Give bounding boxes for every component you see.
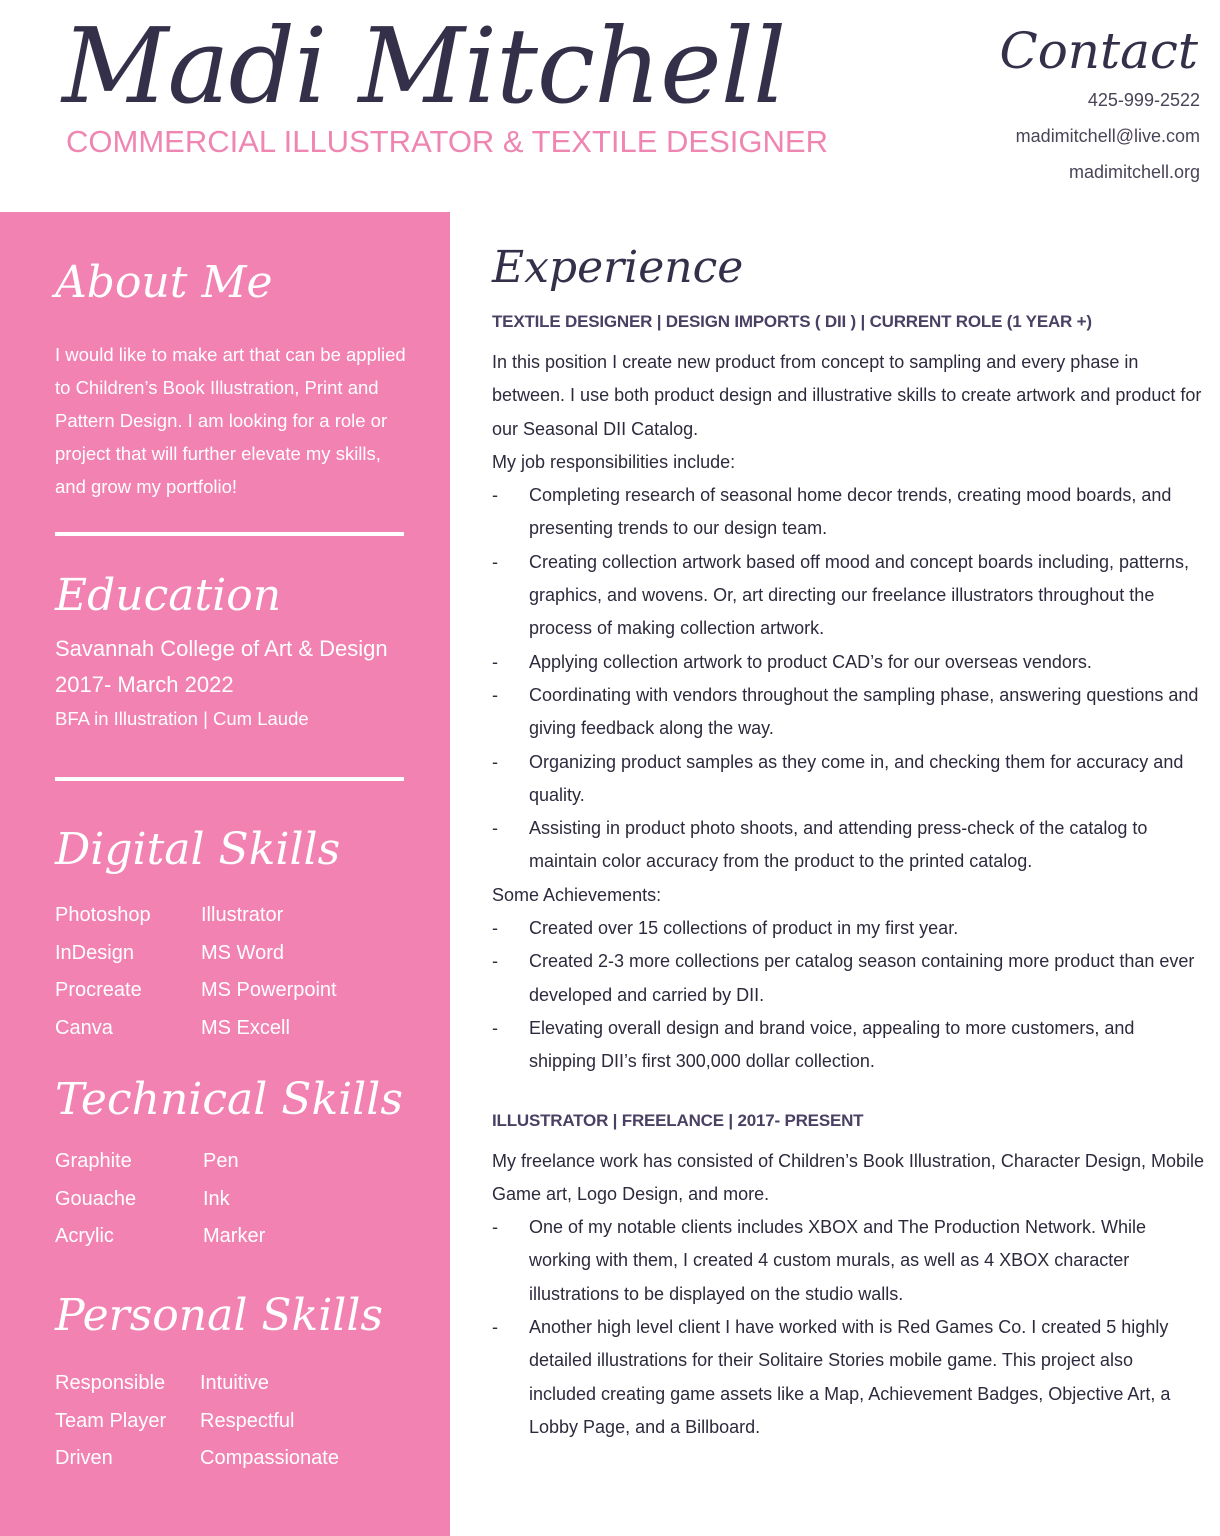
about-text: I would like to make art that can be applied to Children’s Book Illustration, Print and Pattern Design. I am looking for a role or project that will further elevate my skills, and grow my portfolio!	[55, 344, 406, 497]
job-subtitle: COMMERCIAL ILLUSTRATOR & TEXTILE DESIGNER	[66, 124, 828, 159]
skill-item: MS Excell	[201, 1016, 290, 1039]
skill-item: Acrylic	[55, 1225, 114, 1247]
bullet-dash: -	[492, 951, 498, 972]
skill-item: MS Powerpoint	[201, 979, 337, 1001]
responsibilities-label: My job responsibilities include:	[492, 451, 736, 472]
education-school: Savannah College of Art & Design	[55, 636, 388, 661]
freelance-list	[492, 1211, 1204, 1444]
bullet-text: Creating collection artwork based off mood and concept boards including, patterns, graphics, and wovens. Or, art directing our freelance illustrators throughout the process of making collection artwork.	[529, 551, 1190, 639]
skill-item: Marker	[203, 1225, 266, 1247]
skill-item: Ink	[203, 1187, 230, 1210]
bullet-item	[492, 812, 1204, 879]
bullet-item	[492, 1012, 1204, 1079]
sidebar	[0, 212, 450, 1536]
divider	[55, 777, 404, 781]
bullet-text: Coordinating with vendors throughout the sampling phase, answering questions and giving feedback along the way.	[529, 684, 1199, 739]
job-intro: In this position I create new product from concept to sampling and every phase in between. I use both product design and illustrative skills to create artwork and product for our Seasonal DII Catalog.	[492, 352, 1202, 439]
bullet-dash: -	[492, 684, 498, 705]
education-degree: BFA in Illustration | Cum Laude	[55, 708, 309, 729]
skill-item: Illustrator	[201, 904, 284, 926]
bullet-item	[492, 746, 1204, 813]
bullet-text: Assisting in product photo shoots, and attending press-check of the catalog to maintain color accuracy from the product to the printed catalog.	[529, 818, 1148, 872]
skill-item: Driven	[55, 1447, 113, 1469]
skill-item: Gouache	[55, 1187, 137, 1210]
personal-skills-heading: Personal Skills	[55, 1290, 384, 1341]
about-heading: About Me	[55, 257, 273, 308]
bullet-dash: -	[492, 1317, 498, 1338]
digital-skills-heading: Digital Skills	[55, 824, 341, 875]
bullet-dash: -	[492, 651, 498, 672]
job-entry	[492, 1111, 1204, 1445]
bullet-item	[492, 679, 1204, 746]
bullet-text: Another high level client I have worked with is Red Games Co. I created 5 highly detailed illustrations for their Solitaire Stories mobile game. This project also included creating game assets like a Map, Achievement Badges, Objective Art, a Lobby Page, and a Billboard.	[529, 1317, 1171, 1437]
bullet-dash: -	[492, 818, 498, 839]
bullet-dash: -	[492, 918, 498, 939]
bullet-item	[492, 646, 1204, 679]
skill-item: Team Player	[55, 1409, 167, 1432]
education-heading: Education	[55, 570, 282, 621]
bullet-dash: -	[492, 485, 498, 506]
skill-item: Procreate	[55, 979, 142, 1001]
skill-item: Graphite	[55, 1150, 132, 1172]
experience-section	[492, 242, 1204, 1444]
bullet-item	[492, 546, 1204, 646]
name-heading: Madi Mitchell	[62, 5, 786, 127]
divider	[55, 532, 404, 536]
bullet-text: Applying collection artwork to product CAD’s for our overseas vendors.	[529, 651, 1092, 672]
education-dates: 2017- March 2022	[55, 672, 234, 697]
job-entry	[492, 312, 1204, 1079]
bullet-dash: -	[492, 551, 498, 572]
job-title: TEXTILE DESIGNER | DESIGN IMPORTS ( DII ) | CURRENT ROLE (1 YEAR +)	[492, 312, 1092, 331]
bullet-text: Elevating overall design and brand voice, appealing to more customers, and shipping DII’s first 300,000 dollar collection.	[529, 1017, 1135, 1072]
job-title: ILLUSTRATOR | FREELANCE | 2017- PRESENT	[492, 1110, 864, 1130]
bullet-item	[492, 912, 1204, 945]
skill-item: Respectful	[200, 1409, 295, 1432]
skill-item: MS Word	[201, 941, 284, 964]
contact-phone: 425-999-2522	[1087, 90, 1200, 110]
contact-heading: Contact	[999, 22, 1198, 80]
responsibilities-list	[492, 479, 1204, 879]
job-intro: My freelance work has consisted of Children’s Book Illustration, Character Design, Mobile Game art, Logo Design, and more.	[492, 1150, 1204, 1204]
contact-email[interactable]: madimitchell@live.com	[1015, 126, 1200, 146]
achievements-label: Some Achievements:	[492, 884, 662, 905]
skill-item: Canva	[55, 1016, 113, 1039]
skill-item: Intuitive	[200, 1372, 269, 1394]
bullet-dash: -	[492, 751, 498, 772]
bullet-text: Organizing product samples as they come in, and checking them for accuracy and quality.	[529, 751, 1184, 805]
bullet-text: One of my notable clients includes XBOX and The Production Network. While working with them, I created 4 custom murals, as well as 4 XBOX character illustrations to be displayed on the studio walls.	[529, 1217, 1146, 1304]
bullet-dash: -	[492, 1017, 498, 1038]
technical-skills-heading: Technical Skills	[55, 1074, 403, 1125]
bullet-item	[492, 1311, 1204, 1444]
bullet-item	[492, 1211, 1204, 1311]
bullet-item	[492, 945, 1204, 1012]
skill-item: Photoshop	[55, 904, 151, 926]
skill-item: Responsible	[55, 1372, 166, 1394]
bullet-item	[492, 479, 1204, 546]
contact-website[interactable]: madimitchell.org	[1068, 162, 1200, 182]
achievements-list	[492, 912, 1204, 1078]
experience-heading: Experience	[492, 242, 744, 293]
skill-item: Pen	[203, 1150, 239, 1172]
bullet-text: Created over 15 collections of product in my first year.	[529, 918, 959, 939]
bullet-text: Completing research of seasonal home decor trends, creating mood boards, and presenting trends to our design team.	[529, 485, 1172, 539]
bullet-text: Created 2-3 more collections per catalog season containing more product than ever developed and carried by DII.	[529, 951, 1195, 1005]
skill-item: InDesign	[55, 941, 134, 964]
skill-item: Compassionate	[200, 1447, 339, 1469]
bullet-dash: -	[492, 1217, 498, 1238]
